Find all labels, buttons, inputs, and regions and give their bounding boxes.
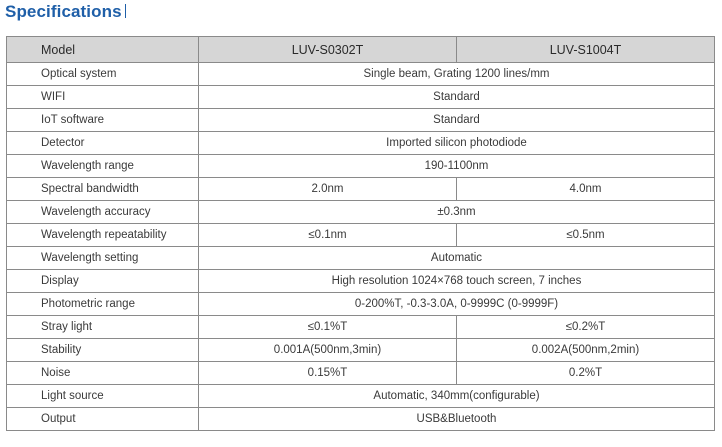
row-value-model-a: 0.15%T bbox=[199, 362, 457, 385]
row-value-shared: Standard bbox=[199, 86, 715, 109]
table-row bbox=[7, 293, 715, 316]
header-label-model: Model bbox=[7, 37, 199, 63]
row-label: Light source bbox=[7, 385, 199, 408]
row-label: Wavelength setting bbox=[7, 247, 199, 270]
table-row bbox=[7, 201, 715, 224]
row-value-shared: Automatic, 340mm(configurable) bbox=[199, 385, 715, 408]
table-row bbox=[7, 385, 715, 408]
row-value-shared: 0-200%T, -0.3-3.0A, 0-9999C (0-9999F) bbox=[199, 293, 715, 316]
row-value-model-b: ≤0.2%T bbox=[457, 316, 715, 339]
specifications-table-body bbox=[7, 37, 715, 431]
row-label: Wavelength range bbox=[7, 155, 199, 178]
page-title bbox=[5, 2, 126, 22]
table-header-row bbox=[7, 37, 715, 63]
row-label: Output bbox=[7, 408, 199, 431]
row-label: Stray light bbox=[7, 316, 199, 339]
table-row bbox=[7, 109, 715, 132]
row-value-model-b: ≤0.5nm bbox=[457, 224, 715, 247]
table-row bbox=[7, 63, 715, 86]
specifications-table bbox=[6, 36, 715, 431]
row-label: IoT software bbox=[7, 109, 199, 132]
row-label: Display bbox=[7, 270, 199, 293]
row-value-shared: High resolution 1024×768 touch screen, 7 inches bbox=[199, 270, 715, 293]
table-row bbox=[7, 339, 715, 362]
row-value-shared: Imported silicon photodiode bbox=[199, 132, 715, 155]
header-model-b: LUV-S1004T bbox=[457, 37, 715, 63]
row-value-model-a: 0.001A(500nm,3min) bbox=[199, 339, 457, 362]
row-value-model-a: 2.0nm bbox=[199, 178, 457, 201]
row-label: Wavelength repeatability bbox=[7, 224, 199, 247]
row-value-shared: Automatic bbox=[199, 247, 715, 270]
header-model-a: LUV-S0302T bbox=[199, 37, 457, 63]
row-label: Stability bbox=[7, 339, 199, 362]
table-row bbox=[7, 178, 715, 201]
row-value-shared: USB&Bluetooth bbox=[199, 408, 715, 431]
row-value-model-a: ≤0.1nm bbox=[199, 224, 457, 247]
row-label: Detector bbox=[7, 132, 199, 155]
title-accent-bar bbox=[125, 4, 126, 18]
row-value-model-b: 0.2%T bbox=[457, 362, 715, 385]
row-value-shared: ±0.3nm bbox=[199, 201, 715, 224]
table-row bbox=[7, 224, 715, 247]
row-label: WIFI bbox=[7, 86, 199, 109]
row-value-shared: 190-1100nm bbox=[199, 155, 715, 178]
table-row bbox=[7, 408, 715, 431]
page-title-text: Specifications bbox=[5, 2, 122, 21]
table-row bbox=[7, 316, 715, 339]
row-label: Noise bbox=[7, 362, 199, 385]
table-row bbox=[7, 362, 715, 385]
row-value-model-b: 4.0nm bbox=[457, 178, 715, 201]
row-value-shared: Standard bbox=[199, 109, 715, 132]
row-label: Wavelength accuracy bbox=[7, 201, 199, 224]
row-label: Photometric range bbox=[7, 293, 199, 316]
row-label: Spectral bandwidth bbox=[7, 178, 199, 201]
row-value-shared: Single beam, Grating 1200 lines/mm bbox=[199, 63, 715, 86]
table-row bbox=[7, 247, 715, 270]
table-row bbox=[7, 155, 715, 178]
table-row bbox=[7, 132, 715, 155]
row-value-model-a: ≤0.1%T bbox=[199, 316, 457, 339]
table-row bbox=[7, 86, 715, 109]
row-value-model-b: 0.002A(500nm,2min) bbox=[457, 339, 715, 362]
table-row bbox=[7, 270, 715, 293]
row-label: Optical system bbox=[7, 63, 199, 86]
